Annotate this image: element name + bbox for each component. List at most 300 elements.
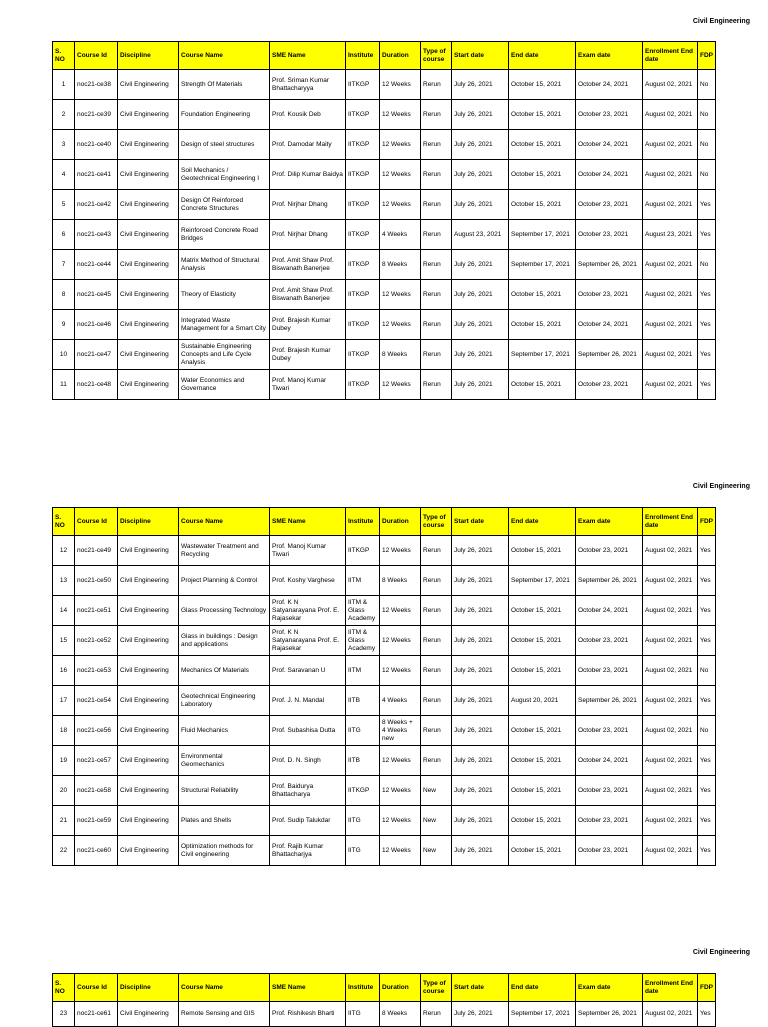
table-row [53, 716, 716, 746]
table-cell: Theory of Elasticity [179, 280, 270, 310]
table-cell: October 15, 2021 [509, 716, 576, 746]
table-cell: 1 [53, 70, 75, 100]
discipline-page-label: Civil Engineering [692, 18, 750, 25]
table-cell: Yes [698, 536, 716, 566]
table-cell: October 15, 2021 [509, 100, 576, 130]
table-cell: IITKGP [346, 220, 380, 250]
table-row [53, 626, 716, 656]
table-row [53, 130, 716, 160]
table-cell: 12 Weeks [380, 190, 421, 220]
table-row [53, 280, 716, 310]
table-cell: noc21-ce53 [75, 656, 118, 686]
column-header: Course Name [179, 974, 270, 1002]
table-cell: Yes [698, 746, 716, 776]
table-cell: Yes [698, 280, 716, 310]
table-cell: Rerun [421, 626, 452, 656]
table-cell: IITKGP [346, 370, 380, 400]
column-header: Type of course [421, 42, 452, 70]
column-header: Enrollment End date [643, 508, 698, 536]
table-cell: July 26, 2021 [452, 100, 509, 130]
table-cell: August 02, 2021 [643, 370, 698, 400]
table-cell: No [698, 656, 716, 686]
column-header: FDP [698, 42, 716, 70]
table-cell: noc21-ce42 [75, 190, 118, 220]
table-cell: October 24, 2021 [576, 596, 643, 626]
column-header: S. NO [53, 508, 75, 536]
table-cell: 12 Weeks [380, 776, 421, 806]
table-header-row [53, 974, 716, 1002]
table-cell: Prof. Rajib Kumar Bhattacharjya [270, 836, 346, 866]
table-cell: July 26, 2021 [452, 656, 509, 686]
table-cell: August 02, 2021 [643, 190, 698, 220]
table-cell: Civil Engineering [118, 220, 179, 250]
table-cell: Geotechnical Engineering Laboratory [179, 686, 270, 716]
table-cell: Civil Engineering [118, 130, 179, 160]
table-cell: July 26, 2021 [452, 310, 509, 340]
table-cell: noc21-ce60 [75, 836, 118, 866]
table-row [53, 596, 716, 626]
table-cell: No [698, 100, 716, 130]
table-cell: October 15, 2021 [509, 776, 576, 806]
table-cell: 12 Weeks [380, 836, 421, 866]
table-cell: 14 [53, 596, 75, 626]
table-cell: Prof. Rishikesh Bharti [270, 1002, 346, 1027]
table-cell: September 17, 2021 [509, 1002, 576, 1027]
table-cell: Reinforced Concrete Road Bridges [179, 220, 270, 250]
table-cell: Yes [698, 370, 716, 400]
table-cell: noc21-ce45 [75, 280, 118, 310]
table-cell: No [698, 130, 716, 160]
table-cell: IITKGP [346, 536, 380, 566]
table-cell: 9 [53, 310, 75, 340]
table-cell: October 23, 2021 [576, 776, 643, 806]
table-cell: Optimization methods for Civil engineering [179, 836, 270, 866]
table-cell: Rerun [421, 220, 452, 250]
table-row [53, 656, 716, 686]
table-header-row [53, 508, 716, 536]
table-cell: October 15, 2021 [509, 160, 576, 190]
table-cell: IITG [346, 836, 380, 866]
table-cell: Rerun [421, 310, 452, 340]
table-cell: July 26, 2021 [452, 746, 509, 776]
table-cell: 12 Weeks [380, 370, 421, 400]
table-cell: IITB [346, 746, 380, 776]
table-cell: noc21-ce58 [75, 776, 118, 806]
table-cell: 7 [53, 250, 75, 280]
table-cell: Water Economics and Governance [179, 370, 270, 400]
table-cell: noc21-ce52 [75, 626, 118, 656]
table-cell: October 15, 2021 [509, 310, 576, 340]
table-cell: Prof. Nirjhar Dhang [270, 190, 346, 220]
table-cell: 12 [53, 536, 75, 566]
table-cell: 6 [53, 220, 75, 250]
table-cell: Prof. Saravanan U [270, 656, 346, 686]
table-cell: 8 Weeks [380, 1002, 421, 1027]
column-header: SME Name [270, 974, 346, 1002]
table-cell: October 15, 2021 [509, 190, 576, 220]
table-cell: October 15, 2021 [509, 596, 576, 626]
table-cell: IITKGP [346, 100, 380, 130]
table-cell: IITM & Glass Academy [346, 626, 380, 656]
table-cell: 16 [53, 656, 75, 686]
table-cell: Prof. Manoj Kumar Tiwari [270, 536, 346, 566]
table-row [53, 686, 716, 716]
table-cell: October 15, 2021 [509, 656, 576, 686]
column-header: Type of course [421, 508, 452, 536]
table-cell: IITKGP [346, 70, 380, 100]
column-header: FDP [698, 974, 716, 1002]
table-cell: October 24, 2021 [576, 70, 643, 100]
column-header: Exam date [576, 42, 643, 70]
table-cell: Civil Engineering [118, 566, 179, 596]
table-cell: 8 Weeks [380, 566, 421, 596]
table-row [53, 220, 716, 250]
table-row [53, 776, 716, 806]
table-cell: Prof. Sriman Kumar Bhattacharyya [270, 70, 346, 100]
table-cell: New [421, 836, 452, 866]
table-cell: 12 Weeks [380, 70, 421, 100]
column-header: Course Name [179, 508, 270, 536]
column-header: Exam date [576, 508, 643, 536]
column-header: Discipline [118, 508, 179, 536]
table-cell: Civil Engineering [118, 716, 179, 746]
column-header: End date [509, 974, 576, 1002]
table-cell: 12 Weeks [380, 130, 421, 160]
table-cell: Civil Engineering [118, 776, 179, 806]
table-cell: August 02, 2021 [643, 836, 698, 866]
table-cell: Rerun [421, 280, 452, 310]
table-cell: Civil Engineering [118, 160, 179, 190]
table-cell: August 02, 2021 [643, 626, 698, 656]
table-cell: Yes [698, 836, 716, 866]
table-cell: 8 Weeks [380, 250, 421, 280]
table-cell: October 23, 2021 [576, 280, 643, 310]
table-cell: Rerun [421, 160, 452, 190]
table-cell: July 26, 2021 [452, 1002, 509, 1027]
column-header: Type of course [421, 974, 452, 1002]
table-cell: New [421, 776, 452, 806]
table-cell: Rerun [421, 70, 452, 100]
table-cell: Civil Engineering [118, 190, 179, 220]
table-cell: Design Of Reinforced Concrete Structures [179, 190, 270, 220]
table-cell: August 23, 2021 [452, 220, 509, 250]
table-cell: July 26, 2021 [452, 596, 509, 626]
table-cell: No [698, 716, 716, 746]
column-header: Duration [380, 974, 421, 1002]
table-cell: No [698, 250, 716, 280]
table-cell: IITB [346, 686, 380, 716]
table-cell: Design of steel structures [179, 130, 270, 160]
table-cell: IITG [346, 1002, 380, 1027]
table-row [53, 310, 716, 340]
table-cell: Prof. Subashisa Dutta [270, 716, 346, 746]
column-header: Start date [452, 508, 509, 536]
table-cell: Rerun [421, 130, 452, 160]
table-cell: Prof. J. N. Mandal [270, 686, 346, 716]
table-row [53, 746, 716, 776]
table-cell: 5 [53, 190, 75, 220]
table-cell: Mechanics Of Materials [179, 656, 270, 686]
table-cell: Prof. Brajesh Kumar Dubey [270, 340, 346, 370]
discipline-page-label: Civil Engineering [692, 483, 750, 490]
table-cell: July 26, 2021 [452, 536, 509, 566]
column-header: Duration [380, 42, 421, 70]
table-cell: 8 Weeks [380, 340, 421, 370]
table-cell: Prof. K N Satyanarayana Prof. E. Rajasekar [270, 596, 346, 626]
column-header: Enrollment End date [643, 974, 698, 1002]
table-cell: 12 Weeks [380, 100, 421, 130]
table-cell: July 26, 2021 [452, 370, 509, 400]
table-cell: noc21-ce50 [75, 566, 118, 596]
table-cell: Prof. K N Satyanarayana Prof. E. Rajasekar [270, 626, 346, 656]
table-cell: October 23, 2021 [576, 716, 643, 746]
table-cell: Rerun [421, 1002, 452, 1027]
table-cell: July 26, 2021 [452, 130, 509, 160]
table-cell: Rerun [421, 596, 452, 626]
table-cell: July 26, 2021 [452, 776, 509, 806]
table-cell: Prof. D. N. Singh [270, 746, 346, 776]
table-cell: Prof. Koshy Varghese [270, 566, 346, 596]
table-row [53, 1002, 716, 1027]
table-cell: Civil Engineering [118, 596, 179, 626]
table-cell: noc21-ce39 [75, 100, 118, 130]
table-cell: August 02, 2021 [643, 310, 698, 340]
column-header: S. NO [53, 974, 75, 1002]
table-cell: October 23, 2021 [576, 220, 643, 250]
table-cell: July 26, 2021 [452, 190, 509, 220]
table-cell: No [698, 70, 716, 100]
table-row [53, 100, 716, 130]
table-cell: noc21-ce38 [75, 70, 118, 100]
table-cell: September 17, 2021 [509, 566, 576, 596]
table-cell: Matrix Method of Structural Analysis [179, 250, 270, 280]
table-cell: 2 [53, 100, 75, 130]
course-table [52, 507, 716, 866]
table-cell: Prof. Manoj Kumar Tiwari [270, 370, 346, 400]
table-cell: August 02, 2021 [643, 1002, 698, 1027]
table-row [53, 806, 716, 836]
table-cell: 3 [53, 130, 75, 160]
table-cell: 15 [53, 626, 75, 656]
table-cell: October 15, 2021 [509, 836, 576, 866]
column-header: SME Name [270, 42, 346, 70]
table-cell: September 26, 2021 [576, 686, 643, 716]
table-cell: noc21-ce51 [75, 596, 118, 626]
table-cell: Prof. Baidurya Bhattacharya [270, 776, 346, 806]
table-cell: Rerun [421, 656, 452, 686]
table-cell: October 24, 2021 [576, 160, 643, 190]
table-cell: 21 [53, 806, 75, 836]
table-cell: August 02, 2021 [643, 806, 698, 836]
table-cell: noc21-ce43 [75, 220, 118, 250]
table-cell: 22 [53, 836, 75, 866]
table-cell: Yes [698, 340, 716, 370]
table-cell: Plates and Shells [179, 806, 270, 836]
table-cell: 8 [53, 280, 75, 310]
table-cell: October 15, 2021 [509, 370, 576, 400]
table-cell: September 26, 2021 [576, 1002, 643, 1027]
table-cell: Civil Engineering [118, 1002, 179, 1027]
table-cell: Prof. Damodar Maity [270, 130, 346, 160]
table-row [53, 370, 716, 400]
table-cell: Rerun [421, 100, 452, 130]
table-cell: October 24, 2021 [576, 130, 643, 160]
table-row [53, 250, 716, 280]
table-cell: 8 Weeks + 4 Weeks new [380, 716, 421, 746]
table-cell: Yes [698, 776, 716, 806]
column-header: Start date [452, 42, 509, 70]
table-row [53, 836, 716, 866]
table-cell: July 26, 2021 [452, 250, 509, 280]
table-cell: IITG [346, 716, 380, 746]
table-cell: October 15, 2021 [509, 536, 576, 566]
table-cell: October 24, 2021 [576, 746, 643, 776]
table-row [53, 160, 716, 190]
column-header: Course Name [179, 42, 270, 70]
table-cell: Prof. Kousik Deb [270, 100, 346, 130]
table-cell: August 02, 2021 [643, 566, 698, 596]
table-cell: August 02, 2021 [643, 130, 698, 160]
table-cell: Rerun [421, 716, 452, 746]
table-cell: 18 [53, 716, 75, 746]
table-cell: Civil Engineering [118, 70, 179, 100]
table-cell: August 02, 2021 [643, 716, 698, 746]
table-cell: October 15, 2021 [509, 130, 576, 160]
column-header: End date [509, 42, 576, 70]
table-cell: noc21-ce46 [75, 310, 118, 340]
table-cell: July 26, 2021 [452, 806, 509, 836]
table-cell: September 17, 2021 [509, 250, 576, 280]
table-cell: Rerun [421, 566, 452, 596]
table-cell: IITM & Glass Academy [346, 596, 380, 626]
table-cell: Prof. Dilip Kumar Baidya [270, 160, 346, 190]
table-cell: October 23, 2021 [576, 656, 643, 686]
table-cell: noc21-ce49 [75, 536, 118, 566]
table-cell: IITKGP [346, 130, 380, 160]
table-cell: July 26, 2021 [452, 340, 509, 370]
table-cell: New [421, 806, 452, 836]
column-header: Discipline [118, 974, 179, 1002]
table-cell: 12 Weeks [380, 310, 421, 340]
table-cell: August 02, 2021 [643, 776, 698, 806]
column-header: S. NO [53, 42, 75, 70]
table-cell: October 23, 2021 [576, 626, 643, 656]
table-header-row [53, 42, 716, 70]
table-cell: Yes [698, 1002, 716, 1027]
table-cell: Yes [698, 686, 716, 716]
table-cell: September 26, 2021 [576, 250, 643, 280]
table-cell: Yes [698, 190, 716, 220]
table-cell: Strength Of Materials [179, 70, 270, 100]
table-cell: October 23, 2021 [576, 806, 643, 836]
column-header: Course Id [75, 42, 118, 70]
table-cell: Civil Engineering [118, 250, 179, 280]
column-header: Exam date [576, 974, 643, 1002]
table-cell: IITM [346, 566, 380, 596]
table-cell: IITKGP [346, 340, 380, 370]
table-cell: September 26, 2021 [576, 340, 643, 370]
table-cell: IITKGP [346, 776, 380, 806]
table-cell: noc21-ce59 [75, 806, 118, 836]
table-cell: noc21-ce54 [75, 686, 118, 716]
table-cell: Rerun [421, 370, 452, 400]
table-cell: noc21-ce61 [75, 1002, 118, 1027]
table-cell: Glass Processing Technology [179, 596, 270, 626]
table-cell: Prof. Sudip Talukdar [270, 806, 346, 836]
table-row [53, 566, 716, 596]
table-cell: noc21-ce41 [75, 160, 118, 190]
table-row [53, 190, 716, 220]
column-header: Course Id [75, 974, 118, 1002]
table-cell: 12 Weeks [380, 160, 421, 190]
table-cell: July 26, 2021 [452, 686, 509, 716]
table-cell: 12 Weeks [380, 746, 421, 776]
table-cell: Environmental Geomechanics [179, 746, 270, 776]
table-cell: Prof. Amit Shaw Prof. Biswanath Banerjee [270, 250, 346, 280]
table-cell: Yes [698, 806, 716, 836]
table-cell: 12 Weeks [380, 280, 421, 310]
table-cell: Integrated Waste Management for a Smart City [179, 310, 270, 340]
table-cell: noc21-ce57 [75, 746, 118, 776]
table-cell: July 26, 2021 [452, 70, 509, 100]
table-cell: October 23, 2021 [576, 836, 643, 866]
table-cell: IITKGP [346, 250, 380, 280]
table-cell: Yes [698, 310, 716, 340]
table-cell: IITKGP [346, 160, 380, 190]
table-row [53, 340, 716, 370]
table-cell: October 23, 2021 [576, 536, 643, 566]
table-cell: August 02, 2021 [643, 100, 698, 130]
table-cell: Civil Engineering [118, 340, 179, 370]
table-cell: July 26, 2021 [452, 836, 509, 866]
table-cell: September 17, 2021 [509, 340, 576, 370]
table-cell: October 15, 2021 [509, 746, 576, 776]
table-cell: August 02, 2021 [643, 160, 698, 190]
table-cell: August 02, 2021 [643, 656, 698, 686]
table-cell: 13 [53, 566, 75, 596]
table-cell: IITKGP [346, 280, 380, 310]
table-cell: 12 Weeks [380, 596, 421, 626]
table-cell: Fluid Mechanics [179, 716, 270, 746]
table-cell: Yes [698, 220, 716, 250]
column-header: Institute [346, 508, 380, 536]
table-cell: July 26, 2021 [452, 280, 509, 310]
table-cell: Remote Sensing and GIS [179, 1002, 270, 1027]
table-cell: 4 [53, 160, 75, 190]
table-cell: Civil Engineering [118, 310, 179, 340]
table-cell: Civil Engineering [118, 746, 179, 776]
table-cell: Yes [698, 596, 716, 626]
table-cell: IITKGP [346, 310, 380, 340]
table-cell: Prof. Amit Shaw Prof. Biswanath Banerjee [270, 280, 346, 310]
course-table [52, 973, 716, 1027]
table-cell: October 15, 2021 [509, 626, 576, 656]
table-cell: October 15, 2021 [509, 280, 576, 310]
table-cell: August 02, 2021 [643, 280, 698, 310]
table-cell: Yes [698, 626, 716, 656]
table-cell: September 17, 2021 [509, 220, 576, 250]
table-cell: August 20, 2021 [509, 686, 576, 716]
column-header: Course Id [75, 508, 118, 536]
table-cell: 20 [53, 776, 75, 806]
table-cell: Civil Engineering [118, 806, 179, 836]
discipline-page-label: Civil Engineering [692, 949, 750, 956]
table-cell: September 26, 2021 [576, 566, 643, 596]
table-cell: Civil Engineering [118, 100, 179, 130]
column-header: End date [509, 508, 576, 536]
table-cell: 23 [53, 1002, 75, 1027]
table-cell: Structural Reliability [179, 776, 270, 806]
